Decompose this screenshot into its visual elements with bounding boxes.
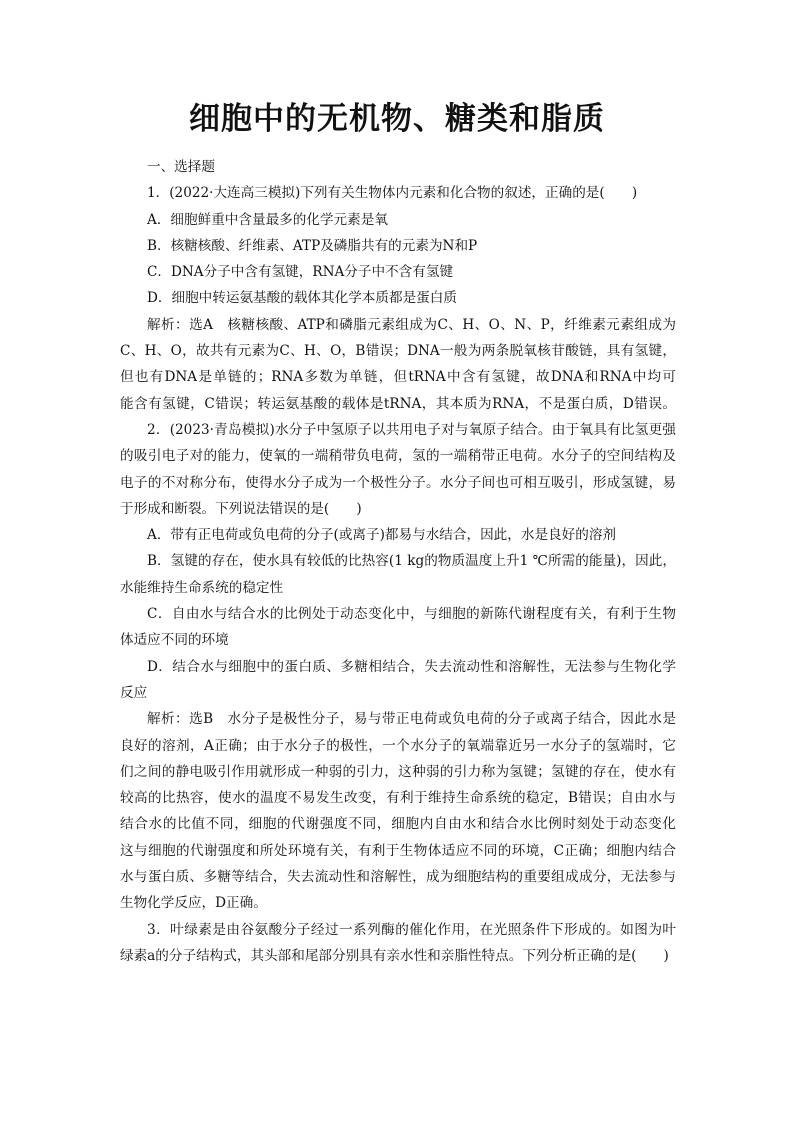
- q2-option-b: B．氢键的存在，使水具有较低的比热容(1 kg的物质温度上升1 ℃所需的能量)，因此，: [147, 553, 676, 570]
- q2-explanation-line: 生物化学反应，D正确。: [120, 895, 267, 912]
- q2-explanation-line: 这与细胞的代谢强度和所处环境有关，有利于生物体适应不同的环境，C正确；细胞内结合: [120, 842, 676, 859]
- q2-stem-line: 2．(2023·青岛模拟)水分子中氢原子以共用电子对与氧原子结合。由于氧具有比氢更强: [147, 421, 676, 438]
- section-heading: 一、选择题: [147, 159, 215, 175]
- q2-option-b-cont: 水能维持生命系统的稳定性: [120, 579, 284, 596]
- q2-stem-line: 的吸引电子对的能力，使氧的一端稍带负电荷，氢的一端稍带正电荷。水分子的空间结构及: [120, 448, 676, 465]
- q2-explanation-line: 水与蛋白质、多糖等结合，失去流动性和溶解性，成为细胞结构的重要组成成分，无法参与: [120, 869, 676, 886]
- q2-option-a: A．带有正电荷或负电荷的分子(或离子)都易与水结合，因此，水是良好的溶剂: [147, 527, 617, 544]
- q2-option-d: D．结合水与细胞中的蛋白质、多糖相结合，失去流动性和溶解性，无法参与生物化学: [147, 658, 676, 675]
- q1-explanation-line: 但也有DNA是单链的；RNA多数为单链，但tRNA中含有氢键，故DNA和RNA中均可: [120, 369, 676, 386]
- q1-option-b: B．核糖核酸、纤维素、ATP及磷脂共有的元素为N和P: [147, 237, 478, 254]
- q2-explanation-line: 较高的比热容，使水的温度不易发生改变，有利于维持生命系统的稳定，B错误；自由水与: [120, 790, 676, 807]
- q3-stem-line: 绿素a的分子结构式，其头部和尾部分别具有亲水性和亲脂性特点。下列分析正确的是( ): [120, 947, 669, 964]
- q3-stem-line: 3．叶绿素是由谷氨酸分子经过一系列酶的催化作用，在光照条件下形成的。如图为叶: [147, 921, 676, 938]
- q2-explanation-line: 解析：选B 水分子是极性分子，易与带正电荷或负电荷的分子或离子结合，因此水是: [147, 711, 676, 728]
- q2-option-d-cont: 反应: [120, 684, 148, 701]
- page-title: 细胞中的无机物、糖类和脂质: [189, 101, 605, 137]
- q1-explanation-line: C、H、O，故共有元素为C、H、O，B错误；DNA一般为两条脱氧核苷酸链，具有氢键，: [120, 343, 676, 360]
- q2-explanation-line: 结合水的比值不同，细胞的代谢强度不同，细胞内自由水和结合水比例时刻处于动态变化: [120, 816, 676, 833]
- q1-stem: 1．(2022·大连高三模拟)下列有关生物体内元素和化合物的叙述，正确的是( ): [147, 185, 638, 202]
- q1-option-d: D．细胞中转运氨基酸的载体其化学本质都是蛋白质: [147, 290, 457, 307]
- q2-option-c: C．自由水与结合水的比例处于动态变化中，与细胞的新陈代谢程度有关，有利于生物: [147, 606, 676, 623]
- q2-explanation-line: 们之间的静电吸引作用就形成一种弱的引力，这种弱的引力称为氢键；氢键的存在，使水有: [120, 763, 676, 780]
- q1-explanation-line: 解析：选A 核糖核酸、ATP和磷脂元素组成为C、H、O、N、P，纤维素元素组成为: [147, 316, 676, 333]
- q2-explanation-line: 良好的溶剂，A正确；由于水分子的极性，一个水分子的氧端靠近另一水分子的氢端时，它: [120, 737, 676, 754]
- document-body: [120, 154, 676, 969]
- q1-option-a: A．细胞鲜重中含量最多的化学元素是氧: [147, 211, 388, 228]
- q2-option-c-cont: 体适应不同的环境: [120, 632, 229, 649]
- q1-option-c: C．DNA分子中含有氢键，RNA分子中不含有氢键: [147, 264, 454, 281]
- q1-explanation-line: 能含有氢键，C错误；转运氨基酸的载体是tRNA，其本质为RNA，不是蛋白质，D错误。: [120, 395, 676, 412]
- q2-stem-line: 于形成和断裂。下列说法错误的是( ): [120, 500, 362, 517]
- q2-stem-line: 电子的不对称分布，使得水分子成为一个极性分子。水分子间也可相互吸引，形成氢键，易: [120, 474, 676, 491]
